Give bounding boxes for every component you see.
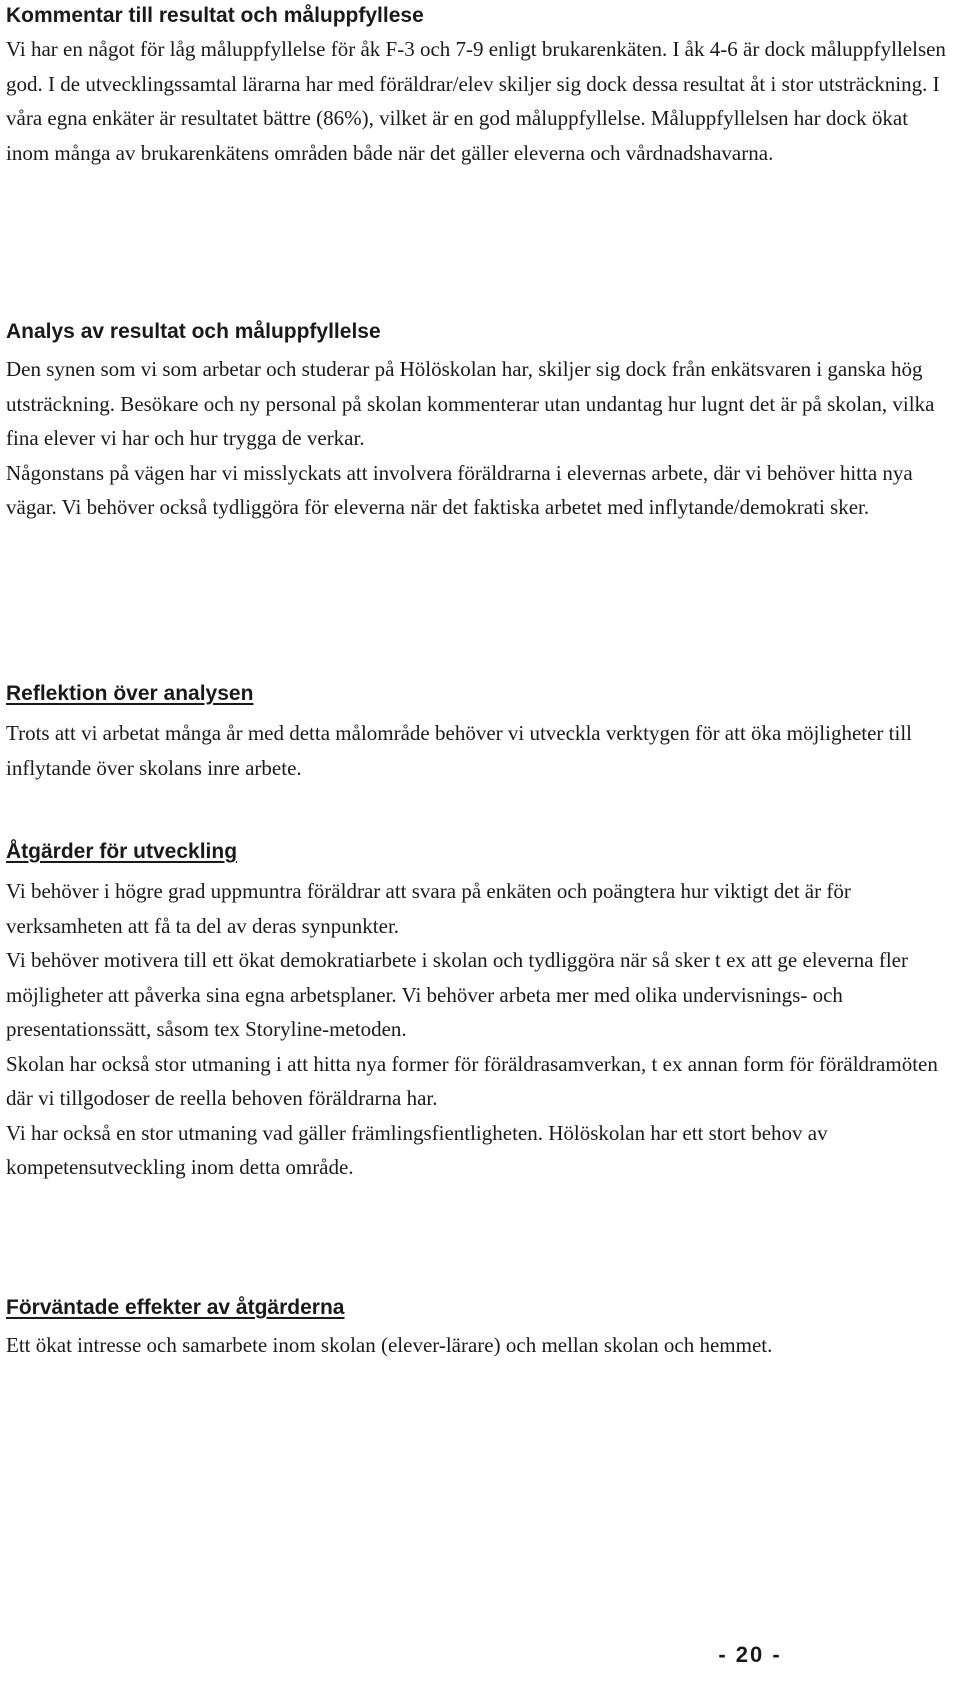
section-heading: Analys av resultat och måluppfyllelse bbox=[6, 320, 381, 343]
section-paragraph: Vi har en något för låg måluppfyllelse för åk F-3 och 7-9 enligt brukarenkäten. I åk 4-6 är dock måluppfyllelsen god. I de utvecklingssamtal lärarna har med föräldrar/elev skiljer sig dock dessa resultat åt i stor utsträckning. I våra egna enkäter är resultatet bättre (86%), vilket är en god måluppfyllelse. Måluppfyllelsen har dock ökat inom många av brukarenkätens områden både när det gäller eleverna och vårdnadshavarna. bbox=[6, 37, 946, 165]
section-heading: Reflektion över analysen bbox=[6, 682, 254, 705]
section-paragraph: Vi behöver motivera till ett ökat demokratiarbete i skolan och tydliggöra när så sker t ex att ge eleverna fler möjligheter att påverka sina egna arbetsplaner. Vi behöver arbeta mer med olika undervisnings- och presentationssätt, såsom tex Storyline-metoden. bbox=[6, 948, 908, 1041]
section-forvantade-effekter bbox=[6, 1292, 772, 1363]
section-reflektion bbox=[6, 678, 956, 785]
section-heading: Förväntade effekter av åtgärderna bbox=[6, 1296, 345, 1319]
section-paragraph: Ett ökat intresse och samarbete inom skolan (elever-lärare) och mellan skolan och hemmet. bbox=[6, 1333, 773, 1357]
section-kommentar bbox=[6, 0, 956, 170]
section-paragraph: Vi har också en stor utmaning vad gäller främlingsfientligheten. Hölöskolan har ett stort behov av kompetensutveckling inom detta område. bbox=[6, 1120, 828, 1179]
section-paragraph: Den synen som vi som arbetar och studerar på Hölöskolan har, skiljer sig dock från enkätsvaren i ganska hög utsträckning. Besökare och ny personal på skolan kommenterar utan undantag hur lugnt det är på skolan, vilka fina elever vi har och hur trygga de verkar. bbox=[6, 357, 935, 450]
section-analys bbox=[6, 316, 956, 525]
section-heading: Åtgärder för utveckling bbox=[6, 840, 238, 863]
section-paragraph: Trots att vi arbetat många år med detta målområde behöver vi utveckla verktygen för att öka möjligheter till inflytande över skolans inre arbete. bbox=[6, 721, 913, 780]
page-number: - 20 - bbox=[718, 1642, 782, 1667]
section-heading: Kommentar till resultat och måluppfyllese bbox=[6, 4, 424, 27]
section-paragraph: Vi behöver i högre grad uppmuntra föräldrar att svara på enkäten och poängtera hur viktigt det är för verksamheten att få ta del av deras synpunkter. bbox=[6, 879, 851, 938]
section-atgarder bbox=[6, 836, 956, 1185]
section-paragraph: Någonstans på vägen har vi misslyckats att involvera föräldrarna i elevernas arbete, där vi behöver hitta nya vägar. Vi behöver också tydliggöra för eleverna när det faktiska arbetet med inflytande/demokrati sker. bbox=[6, 460, 913, 519]
section-paragraph: Skolan har också stor utmaning i att hitta nya former för föräldrasamverkan, t ex annan form för föräldramöten där vi tillgodoser de reella behoven föräldrarna har. bbox=[6, 1051, 938, 1110]
